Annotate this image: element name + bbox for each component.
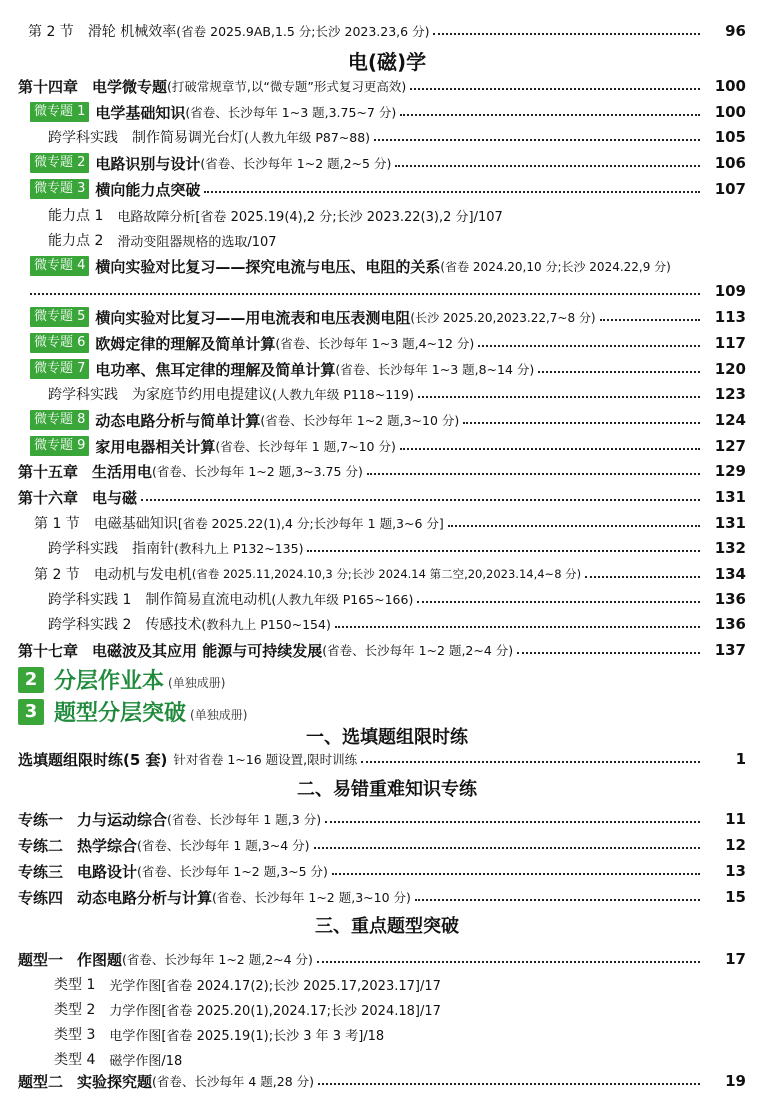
toc-entry[interactable] — [48, 381, 746, 407]
leader-dots — [400, 448, 700, 450]
entry-note: (省卷、长沙每年 1~2 题,3~5 分) — [137, 864, 328, 879]
toc-entry[interactable] — [34, 510, 746, 536]
leader-dots — [417, 601, 700, 603]
page-number: 136 — [714, 590, 746, 608]
page-number: 15 — [725, 888, 746, 906]
entry-note: [省卷 2025.22(1),4 分;长沙每年 1 题,3~6 分] — [177, 516, 444, 531]
entry-title: 横向实验对比复习——用电流表和电压表测电阻 — [95, 308, 411, 327]
toc-entry[interactable] — [30, 99, 746, 125]
toc-entry[interactable] — [18, 1068, 746, 1094]
entry-label: 跨学科实践 1 — [48, 592, 132, 608]
entry-label: 专练四 — [18, 888, 64, 907]
entry-label: 第 2 节 — [28, 24, 74, 40]
entry-note: (省卷、长沙每年 1~2 题,3~10 分) — [260, 413, 460, 428]
entry-title: 欧姆定律的理解及简单计算 — [95, 334, 276, 353]
section-heading: 三、重点题型突破 — [315, 916, 459, 937]
chapter-label: 第十六章 — [18, 488, 79, 507]
page-number: 113 — [714, 308, 746, 326]
entry-note: (人教九年级 P87~88) — [244, 130, 371, 145]
leader-dots — [538, 371, 700, 373]
entry-note: (省卷、长沙每年 1~3 题,4~12 分) — [275, 336, 475, 351]
page-number: 136 — [714, 615, 746, 633]
page-number: 124 — [714, 411, 746, 429]
entry-title: 电功率、焦耳定律的理解及简单计算 — [95, 360, 336, 379]
page-number: 100 — [714, 103, 746, 121]
toc-entry[interactable] — [18, 746, 746, 772]
page-number: 117 — [714, 334, 746, 352]
entry-label: 跨学科实践 2 — [48, 617, 132, 633]
toc-entry[interactable] — [48, 586, 746, 612]
chapter-label: 第十五章 — [18, 462, 79, 481]
topic-badge: 微专题 4 — [30, 256, 89, 276]
entry-text: 磁学作图/18 — [109, 1053, 183, 1069]
topic-badge: 微专题 2 — [30, 153, 89, 173]
page-number: 123 — [714, 385, 746, 403]
leader-dots — [318, 1083, 700, 1085]
leader-dots — [374, 139, 700, 141]
entry-label: 专练二 — [18, 836, 64, 855]
entry-title: 指南针 — [132, 541, 174, 557]
entry-title: 电动机与发电机 — [93, 567, 192, 583]
topic-badge: 微专题 8 — [30, 410, 89, 430]
toc-entry[interactable] — [18, 73, 746, 99]
entry-title: 横向实验对比复习——探究电流与电压、电阻的关系 — [95, 257, 441, 276]
entry-label: 能力点 2 — [48, 233, 104, 249]
entry-note: (省卷、长沙每年 1 题,7~10 分) — [215, 439, 396, 454]
toc-entry[interactable] — [18, 858, 746, 884]
toc-entry[interactable] — [18, 832, 746, 858]
leader-dots — [463, 422, 700, 424]
page-number: 131 — [714, 488, 746, 506]
entry-title: 滑轮 机械效率 — [87, 24, 177, 40]
entry-title: 横向能力点突破 — [95, 180, 201, 199]
page-number: 127 — [714, 437, 746, 455]
entry-label: 类型 4 — [54, 1052, 96, 1068]
part-number: 2 — [18, 667, 44, 693]
leader-dots — [600, 319, 700, 321]
toc-entry[interactable] — [48, 611, 746, 637]
page-number: 105 — [714, 128, 746, 146]
toc-entry[interactable] — [48, 535, 746, 561]
toc-entry[interactable] — [18, 806, 746, 832]
leader-dots — [410, 88, 700, 90]
leader-dots — [317, 961, 700, 963]
leader-dots — [204, 191, 700, 193]
entry-note: (省卷、长沙每年 1~2 题,2~5 分) — [200, 156, 392, 171]
entry-note: (省卷、长沙每年 1~3 题,8~14 分) — [335, 362, 535, 377]
entry-title: 力与运动综合 — [77, 810, 168, 829]
toc-entry[interactable] — [28, 18, 746, 44]
leader-dots — [415, 899, 700, 901]
chapter-label: 第十七章 — [18, 641, 79, 660]
page-number: 100 — [714, 77, 746, 95]
entry-title: 电学基础知识 — [95, 103, 186, 122]
page-number: 134 — [714, 565, 746, 583]
section-heading: 电(磁)学 — [347, 50, 427, 74]
toc-entry[interactable] — [30, 330, 746, 356]
entry-title: 为家庭节约用电提建议 — [132, 387, 272, 403]
leader-dots — [30, 293, 700, 295]
entry-title: 电路识别与设计 — [95, 154, 201, 173]
entry-note: (长沙 2025.20,2023.22,7~8 分) — [410, 310, 596, 325]
entry-label: 第 1 节 — [34, 516, 80, 532]
entry-title: 动态电路分析与简单计算 — [95, 411, 261, 430]
entry-note: (人教九年级 P118~119) — [272, 387, 414, 402]
page-number: 107 — [714, 180, 746, 198]
entry-title: 电磁波及其应用 能源与可持续发展 — [92, 641, 323, 660]
leader-dots — [433, 33, 700, 35]
entry-title: 电磁基础知识 — [93, 516, 178, 532]
toc-subentry[interactable] — [48, 202, 746, 228]
entry-title: 电路设计 — [77, 862, 138, 881]
leader-dots — [335, 626, 700, 628]
entry-label: 跨学科实践 — [48, 541, 118, 557]
entry-text: 力学作图[省卷 2025.20(1),2024.17;长沙 2024.18]/17 — [109, 1003, 441, 1019]
entry-title: 电学微专题 — [92, 77, 168, 96]
leader-dots — [418, 396, 700, 398]
entry-title: 电与磁 — [92, 488, 138, 507]
entry-note: (省卷、长沙每年 1~2 题,3~3.75 分) — [152, 464, 363, 479]
toc-entry[interactable] — [48, 124, 746, 150]
toc-entry[interactable] — [30, 253, 746, 279]
entry-note: (省卷、长沙每年 1~2 题,2~4 分) — [122, 952, 313, 967]
entry-label: 跨学科实践 — [48, 387, 118, 403]
part-note: (单独成册) — [190, 708, 248, 722]
page-number: 109 — [714, 282, 746, 300]
entry-note: (省卷 2024.20,10 分;长沙 2024.22,9 分) — [440, 259, 671, 274]
toc-subentry[interactable] — [54, 996, 746, 1022]
entry-title: 动态电路分析与计算 — [77, 888, 213, 907]
toc-subentry[interactable] — [54, 1021, 746, 1047]
toc-entry[interactable] — [18, 884, 746, 910]
toc-entry[interactable] — [34, 561, 746, 587]
topic-badge: 微专题 7 — [30, 359, 89, 379]
entry-label: 题型一 — [18, 950, 64, 969]
entry-note: (省卷、长沙每年 1~3 题,3.75~7 分) — [185, 105, 397, 120]
leader-dots — [517, 652, 700, 654]
page-number: 129 — [714, 462, 746, 480]
leader-dots — [400, 114, 700, 116]
entry-label: 能力点 1 — [48, 208, 104, 224]
leader-dots — [367, 473, 700, 475]
entry-title: 传感技术 — [145, 617, 202, 633]
part-note: (单独成册) — [168, 676, 226, 690]
entry-label: 类型 2 — [54, 1002, 96, 1018]
entry-label: 类型 3 — [54, 1027, 96, 1043]
entry-text: 滑动变阻器规格的选取/107 — [117, 234, 277, 250]
entry-label: 专练一 — [18, 810, 64, 829]
toc-entry[interactable] — [18, 637, 746, 663]
entry-note: (教科九上 P132~135) — [174, 541, 304, 556]
entry-title: 实验探究题 — [77, 1072, 153, 1091]
entry-note: 针对省卷 1~16 题设置,限时训练 — [173, 752, 358, 767]
page-number: 120 — [714, 360, 746, 378]
entry-title: 作图题 — [77, 950, 123, 969]
toc-entry[interactable] — [18, 484, 746, 510]
part-heading[interactable] — [18, 664, 225, 695]
topic-badge: 微专题 3 — [30, 179, 89, 199]
chapter-label: 第十四章 — [18, 77, 79, 96]
page-number: 106 — [714, 154, 746, 172]
toc-entry[interactable] — [30, 407, 746, 433]
entry-note: (省卷、长沙每年 1~2 题,3~10 分) — [212, 890, 411, 905]
entry-label: 题型二 — [18, 1072, 64, 1091]
leader-dots — [448, 525, 700, 527]
entry-label: 专练三 — [18, 862, 64, 881]
entry-note: (人教九年级 P165~166) — [271, 592, 414, 607]
section-heading: 二、易错重难知识专练 — [297, 779, 477, 800]
entry-note: (教科九上 P150~154) — [201, 617, 331, 632]
leader-dots — [395, 165, 700, 167]
topic-badge: 微专题 1 — [30, 102, 89, 122]
toc-subentry[interactable] — [54, 971, 746, 997]
toc-entry-continuation — [30, 278, 746, 304]
entry-label: 第 2 节 — [34, 567, 80, 583]
part-number: 3 — [18, 699, 44, 725]
page-number: 131 — [714, 514, 746, 532]
toc-entry[interactable] — [30, 176, 746, 202]
entry-title: 选填题组限时练(5 套) — [18, 750, 168, 769]
leader-dots — [585, 576, 700, 578]
page-number: 132 — [714, 539, 746, 557]
toc-entry[interactable] — [18, 458, 746, 484]
toc-subentry[interactable] — [48, 227, 746, 253]
entry-text: 电路故障分析[省卷 2025.19(4),2 分;长沙 2023.22(3),2 分]/107 — [117, 209, 503, 225]
page-number: 19 — [725, 1072, 746, 1090]
part-title: 题型分层突破 — [54, 701, 187, 726]
topic-badge: 微专题 5 — [30, 307, 89, 327]
entry-title: 热学综合 — [77, 836, 138, 855]
entry-title: 制作简易直流电动机 — [145, 592, 272, 608]
leader-dots — [332, 873, 700, 875]
leader-dots — [314, 847, 700, 849]
toc-entry[interactable] — [30, 150, 746, 176]
section-heading: 一、选填题组限时练 — [306, 727, 468, 748]
leader-dots — [141, 499, 700, 501]
leader-dots — [325, 821, 700, 823]
leader-dots — [478, 345, 700, 347]
entry-note: (省卷、长沙每年 1 题,3 分) — [167, 812, 322, 827]
entry-note: (省卷、长沙每年 4 题,28 分) — [152, 1074, 315, 1089]
entry-note: (省卷 2025.9AB,1.5 分;长沙 2023.23,6 分) — [176, 24, 430, 39]
entry-note: (省卷、长沙每年 1 题,3~4 分) — [137, 838, 310, 853]
page-number: 137 — [714, 641, 746, 659]
toc-entry[interactable] — [18, 946, 746, 972]
entry-label: 跨学科实践 — [48, 130, 118, 146]
part-title: 分层作业本 — [54, 669, 165, 694]
page-number: 13 — [725, 862, 746, 880]
entry-note: (省卷、长沙每年 1~2 题,2~4 分) — [322, 643, 514, 658]
page-number: 17 — [725, 950, 746, 968]
entry-title: 家用电器相关计算 — [95, 437, 216, 456]
entry-text: 电学作图[省卷 2025.19(1);长沙 3 年 3 考]/18 — [109, 1028, 385, 1044]
toc-entry[interactable] — [30, 304, 746, 330]
topic-badge: 微专题 6 — [30, 333, 89, 353]
toc-entry[interactable] — [30, 356, 746, 382]
page-number: 12 — [725, 836, 746, 854]
page-number: 96 — [725, 22, 746, 40]
page-number: 1 — [735, 750, 746, 768]
entry-note: (打破常规章节,以“微专题”形式复习更高效) — [167, 79, 407, 94]
leader-dots — [361, 761, 700, 763]
leader-dots — [307, 550, 700, 552]
entry-title: 制作简易调光台灯 — [132, 130, 244, 146]
page-number: 11 — [725, 810, 746, 828]
topic-badge: 微专题 9 — [30, 436, 89, 456]
entry-label: 类型 1 — [54, 977, 96, 993]
entry-text: 光学作图[省卷 2024.17(2);长沙 2025.17,2023.17]/17 — [109, 978, 441, 994]
toc-entry[interactable] — [30, 433, 746, 459]
entry-title: 生活用电 — [92, 462, 153, 481]
entry-note: (省卷 2025.11,2024.10,3 分;长沙 2024.14 第二空,20,2023.14,4~8 分) — [191, 567, 582, 581]
